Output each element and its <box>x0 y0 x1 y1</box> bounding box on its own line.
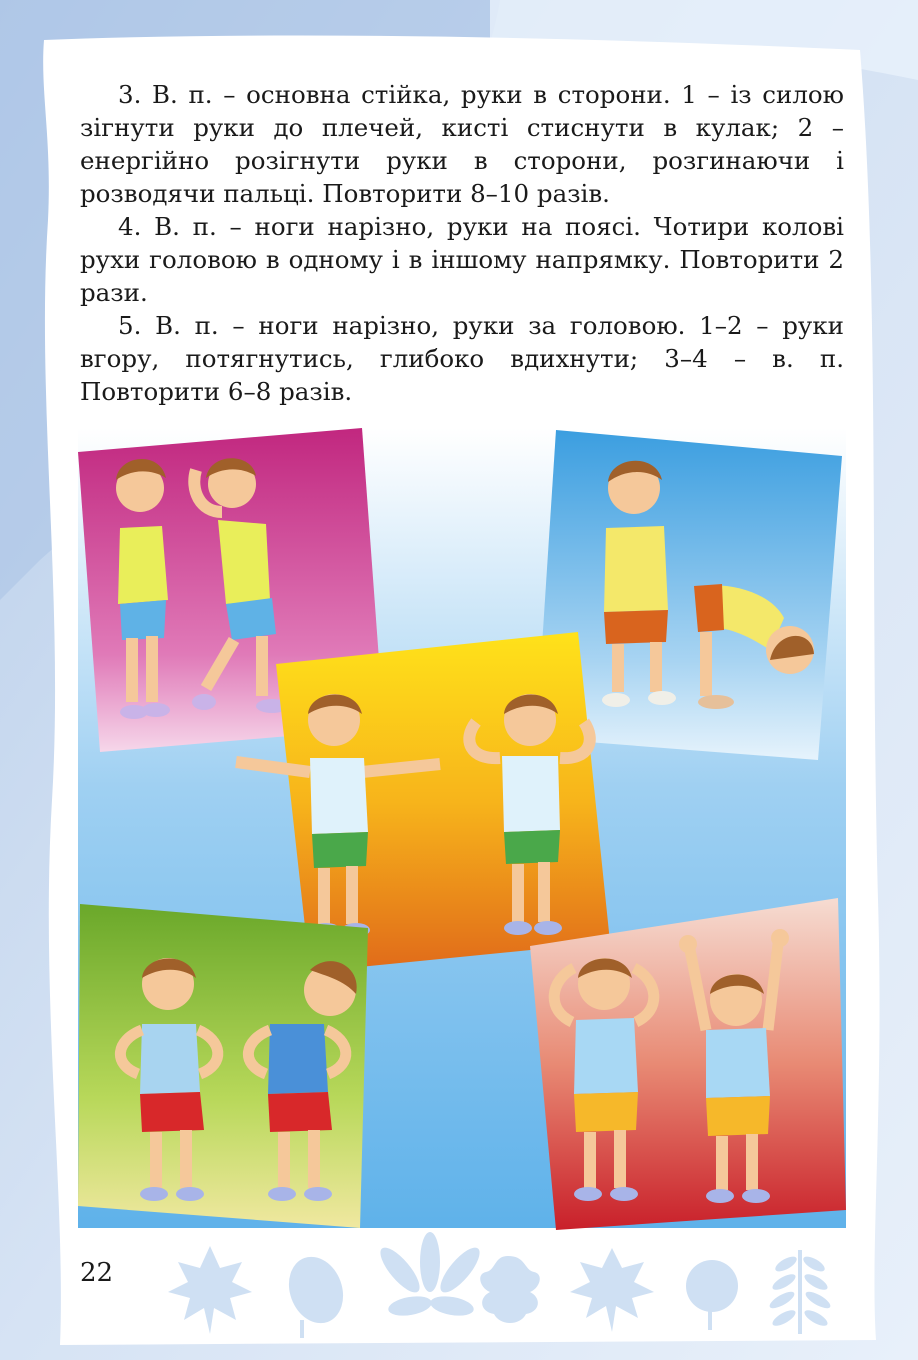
exercise-paragraph-5: 5. В. п. – ноги нарізно, руки за головою. 1–2 – руки вгору, потягнутись, глибоко вдихнути; 3–4 – в. п. Повторити 6–8 разів. <box>80 311 844 406</box>
exercise-paragraph-4: 4. В. п. – ноги нарізно, руки на поясі. Чотири колові рухи головою в одному і в іншому напрямку. Повторити 2 рази. <box>80 212 844 307</box>
page-number: 22 <box>80 1258 114 1288</box>
maple-leaf-icon <box>168 1246 252 1334</box>
rowan-leaf-icon <box>767 1250 832 1334</box>
round-leaf-icon <box>280 1249 352 1338</box>
maple-leaf-icon <box>570 1248 654 1332</box>
exercise-paragraph-3: 3. В. п. – основна стійка, руки в сторони. 1 – із силою зігнути руки до плечей, кисті стиснути в кулак; 2 – енергійно розігнути руки в сторони, розгинаючи і розводячи пальці. Повторити 8–10 разів. <box>80 80 844 208</box>
chestnut-leaf-icon <box>374 1232 485 1319</box>
round-leaf-icon <box>686 1260 738 1330</box>
oak-leaf-icon <box>480 1256 540 1323</box>
